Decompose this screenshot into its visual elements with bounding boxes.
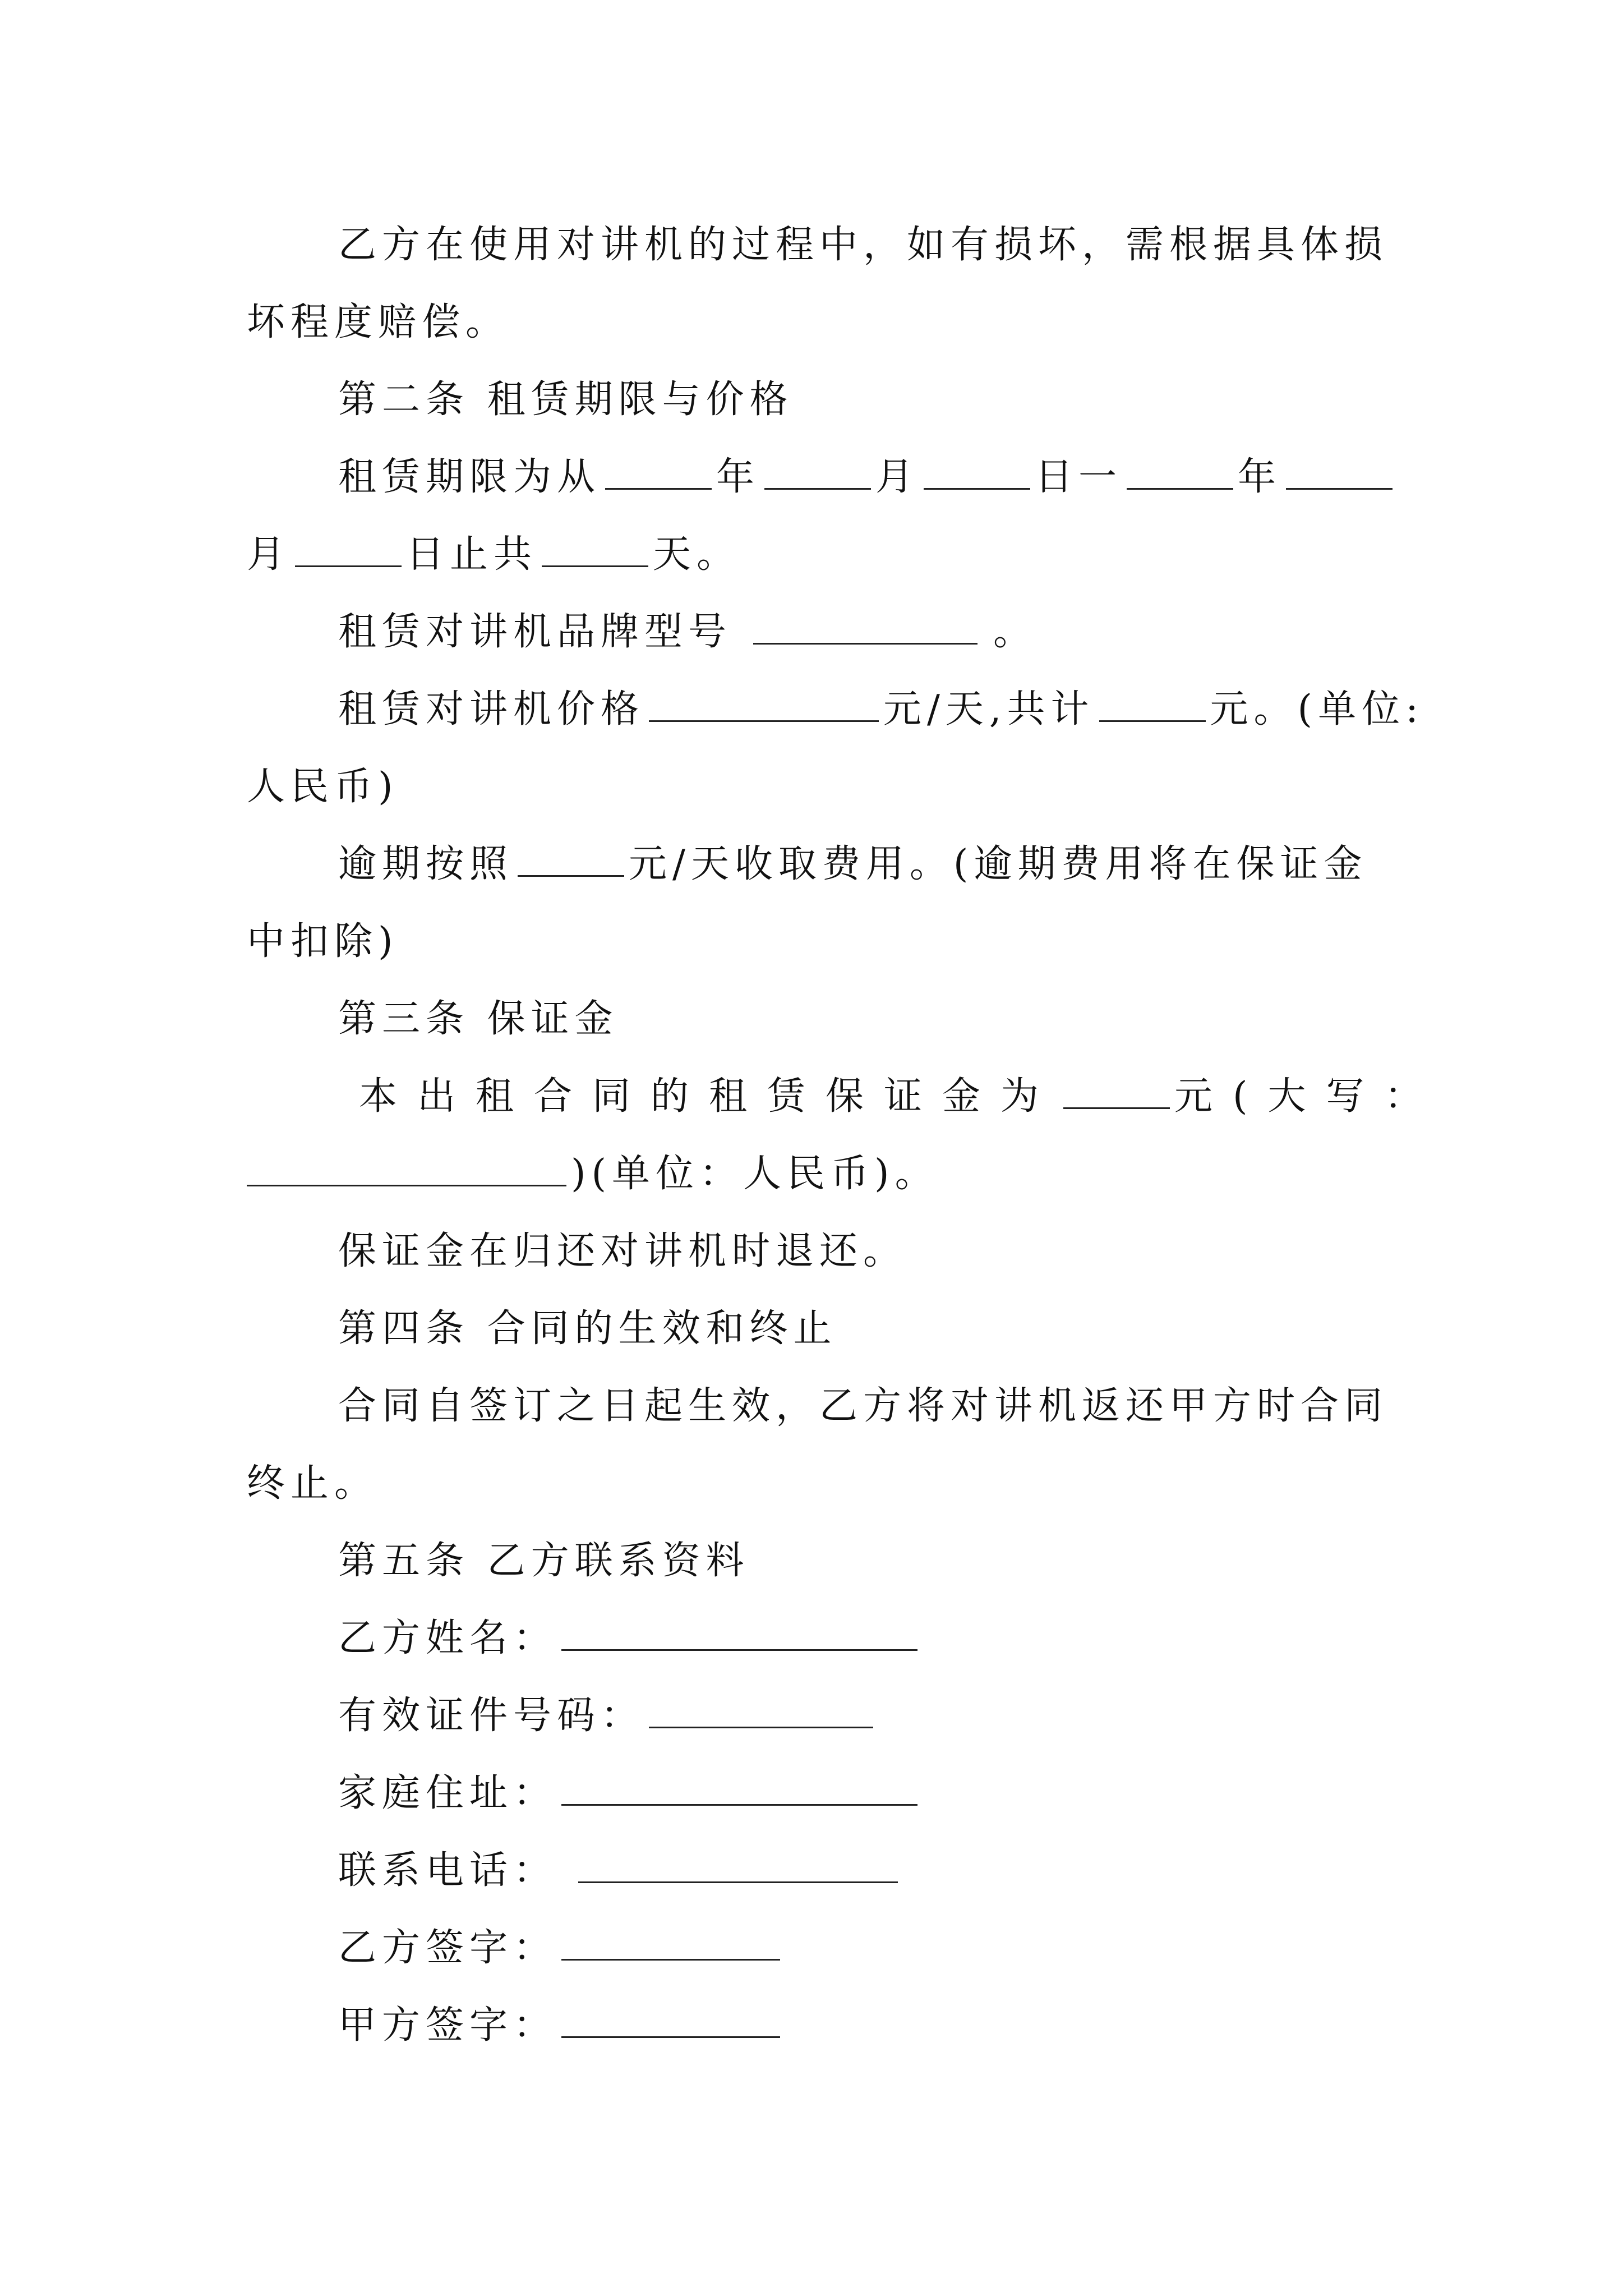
party-a-signature-blank (561, 2000, 780, 2038)
total-days-blank (542, 530, 648, 567)
field-label: 家庭住址： (338, 1771, 557, 1815)
end-month-blank (1286, 452, 1393, 490)
party-b-signature-line (338, 1923, 785, 1973)
paragraph-damage-compensation-cont (247, 297, 509, 348)
start-month-blank (764, 452, 871, 490)
deposit-refund-line (338, 1226, 907, 1277)
paragraph-damage-compensation (338, 220, 1388, 270)
home-address-line (338, 1768, 922, 1819)
id-number-line (338, 1691, 878, 1741)
phone-line (338, 1846, 902, 1896)
text: 坏程度赔偿。 (247, 300, 510, 344)
text: 终止。 (247, 1461, 379, 1506)
field-label: 乙方签字： (338, 1926, 557, 1970)
phone-blank (578, 1846, 898, 1883)
text: 年 (716, 455, 760, 499)
deposit-uppercase-blank (247, 1149, 566, 1186)
text: 年 (1238, 455, 1282, 499)
text: 合同自签订之日起生效，乙方将对讲机返还甲方时合同 (338, 1384, 1389, 1428)
overdue-rate-blank (518, 839, 624, 877)
lease-term-line (338, 452, 1397, 503)
heading-text: 第四条 合同的生效和终止 (338, 1306, 837, 1351)
text: 日一 (1035, 455, 1123, 499)
party-b-name-line (338, 1613, 922, 1664)
heading-text: 第五条 乙方联系资料 (338, 1539, 750, 1583)
end-year-blank (1127, 452, 1233, 490)
deposit-amount-line-cont (247, 1149, 939, 1199)
field-label: 甲方签字： (338, 2003, 557, 2047)
heading-text: 第三条 保证金 (338, 997, 619, 1041)
brand-model-blank (753, 607, 978, 645)
text: 乙方在使用对讲机的过程中，如有损坏，需根据具体损 (338, 223, 1389, 267)
party-a-signature-line (338, 2000, 785, 2051)
effect-termination-line (338, 1381, 1388, 1432)
text: 日止共 (406, 532, 538, 577)
text: 保证金在归还对讲机时退还。 (338, 1229, 907, 1273)
overdue-line (338, 839, 1367, 890)
article-2-heading (338, 375, 794, 425)
end-day-blank (295, 530, 402, 567)
text: 中扣除) (247, 919, 399, 964)
heading-text: 第二条 租赁期限与价格 (338, 378, 794, 422)
text: )(单位：人民币)。 (571, 1152, 939, 1196)
price-line (338, 684, 1424, 735)
total-price-blank (1099, 684, 1206, 722)
party-b-signature-blank (561, 1923, 780, 1961)
daily-price-blank (649, 684, 879, 722)
lease-term-line-cont (247, 530, 740, 580)
article-4-heading (338, 1304, 837, 1354)
effect-termination-line-cont (247, 1458, 378, 1509)
deposit-amount-line (359, 1071, 1443, 1122)
brand-model-line (338, 607, 1037, 657)
price-line-cont (247, 762, 399, 812)
deposit-amount-blank (1063, 1071, 1170, 1109)
article-5-heading (338, 1536, 750, 1586)
text: 本出租合同的租赁保证金为 (359, 1074, 1059, 1119)
start-year-blank (605, 452, 712, 490)
field-label: 有效证件号码： (338, 1694, 645, 1738)
text: 人民币) (247, 765, 399, 809)
text: 元(大写： (1174, 1074, 1443, 1119)
overdue-line-cont (247, 917, 399, 967)
text: 天。 (653, 532, 741, 577)
text: 元/天收取费用。(逾期费用将在保证金 (629, 842, 1368, 886)
article-3-heading (338, 994, 619, 1045)
field-label: 乙方姓名： (338, 1616, 557, 1660)
home-address-blank (561, 1768, 917, 1806)
party-b-name-blank (561, 1613, 917, 1651)
text: 。 (993, 610, 1038, 654)
text: 元/天,共计 (883, 687, 1095, 731)
text: 租赁对讲机品牌型号 (338, 610, 732, 654)
text: 元。(单位: (1210, 687, 1424, 731)
text: 租赁对讲机价格 (338, 687, 645, 731)
text: 月 (875, 455, 920, 499)
text: 逾期按照 (338, 842, 514, 886)
field-label: 联系电话： (338, 1848, 557, 1893)
text: 租赁期限为从 (338, 455, 601, 499)
start-day-blank (924, 452, 1030, 490)
id-number-blank (649, 1691, 873, 1728)
text: 月 (247, 532, 291, 577)
